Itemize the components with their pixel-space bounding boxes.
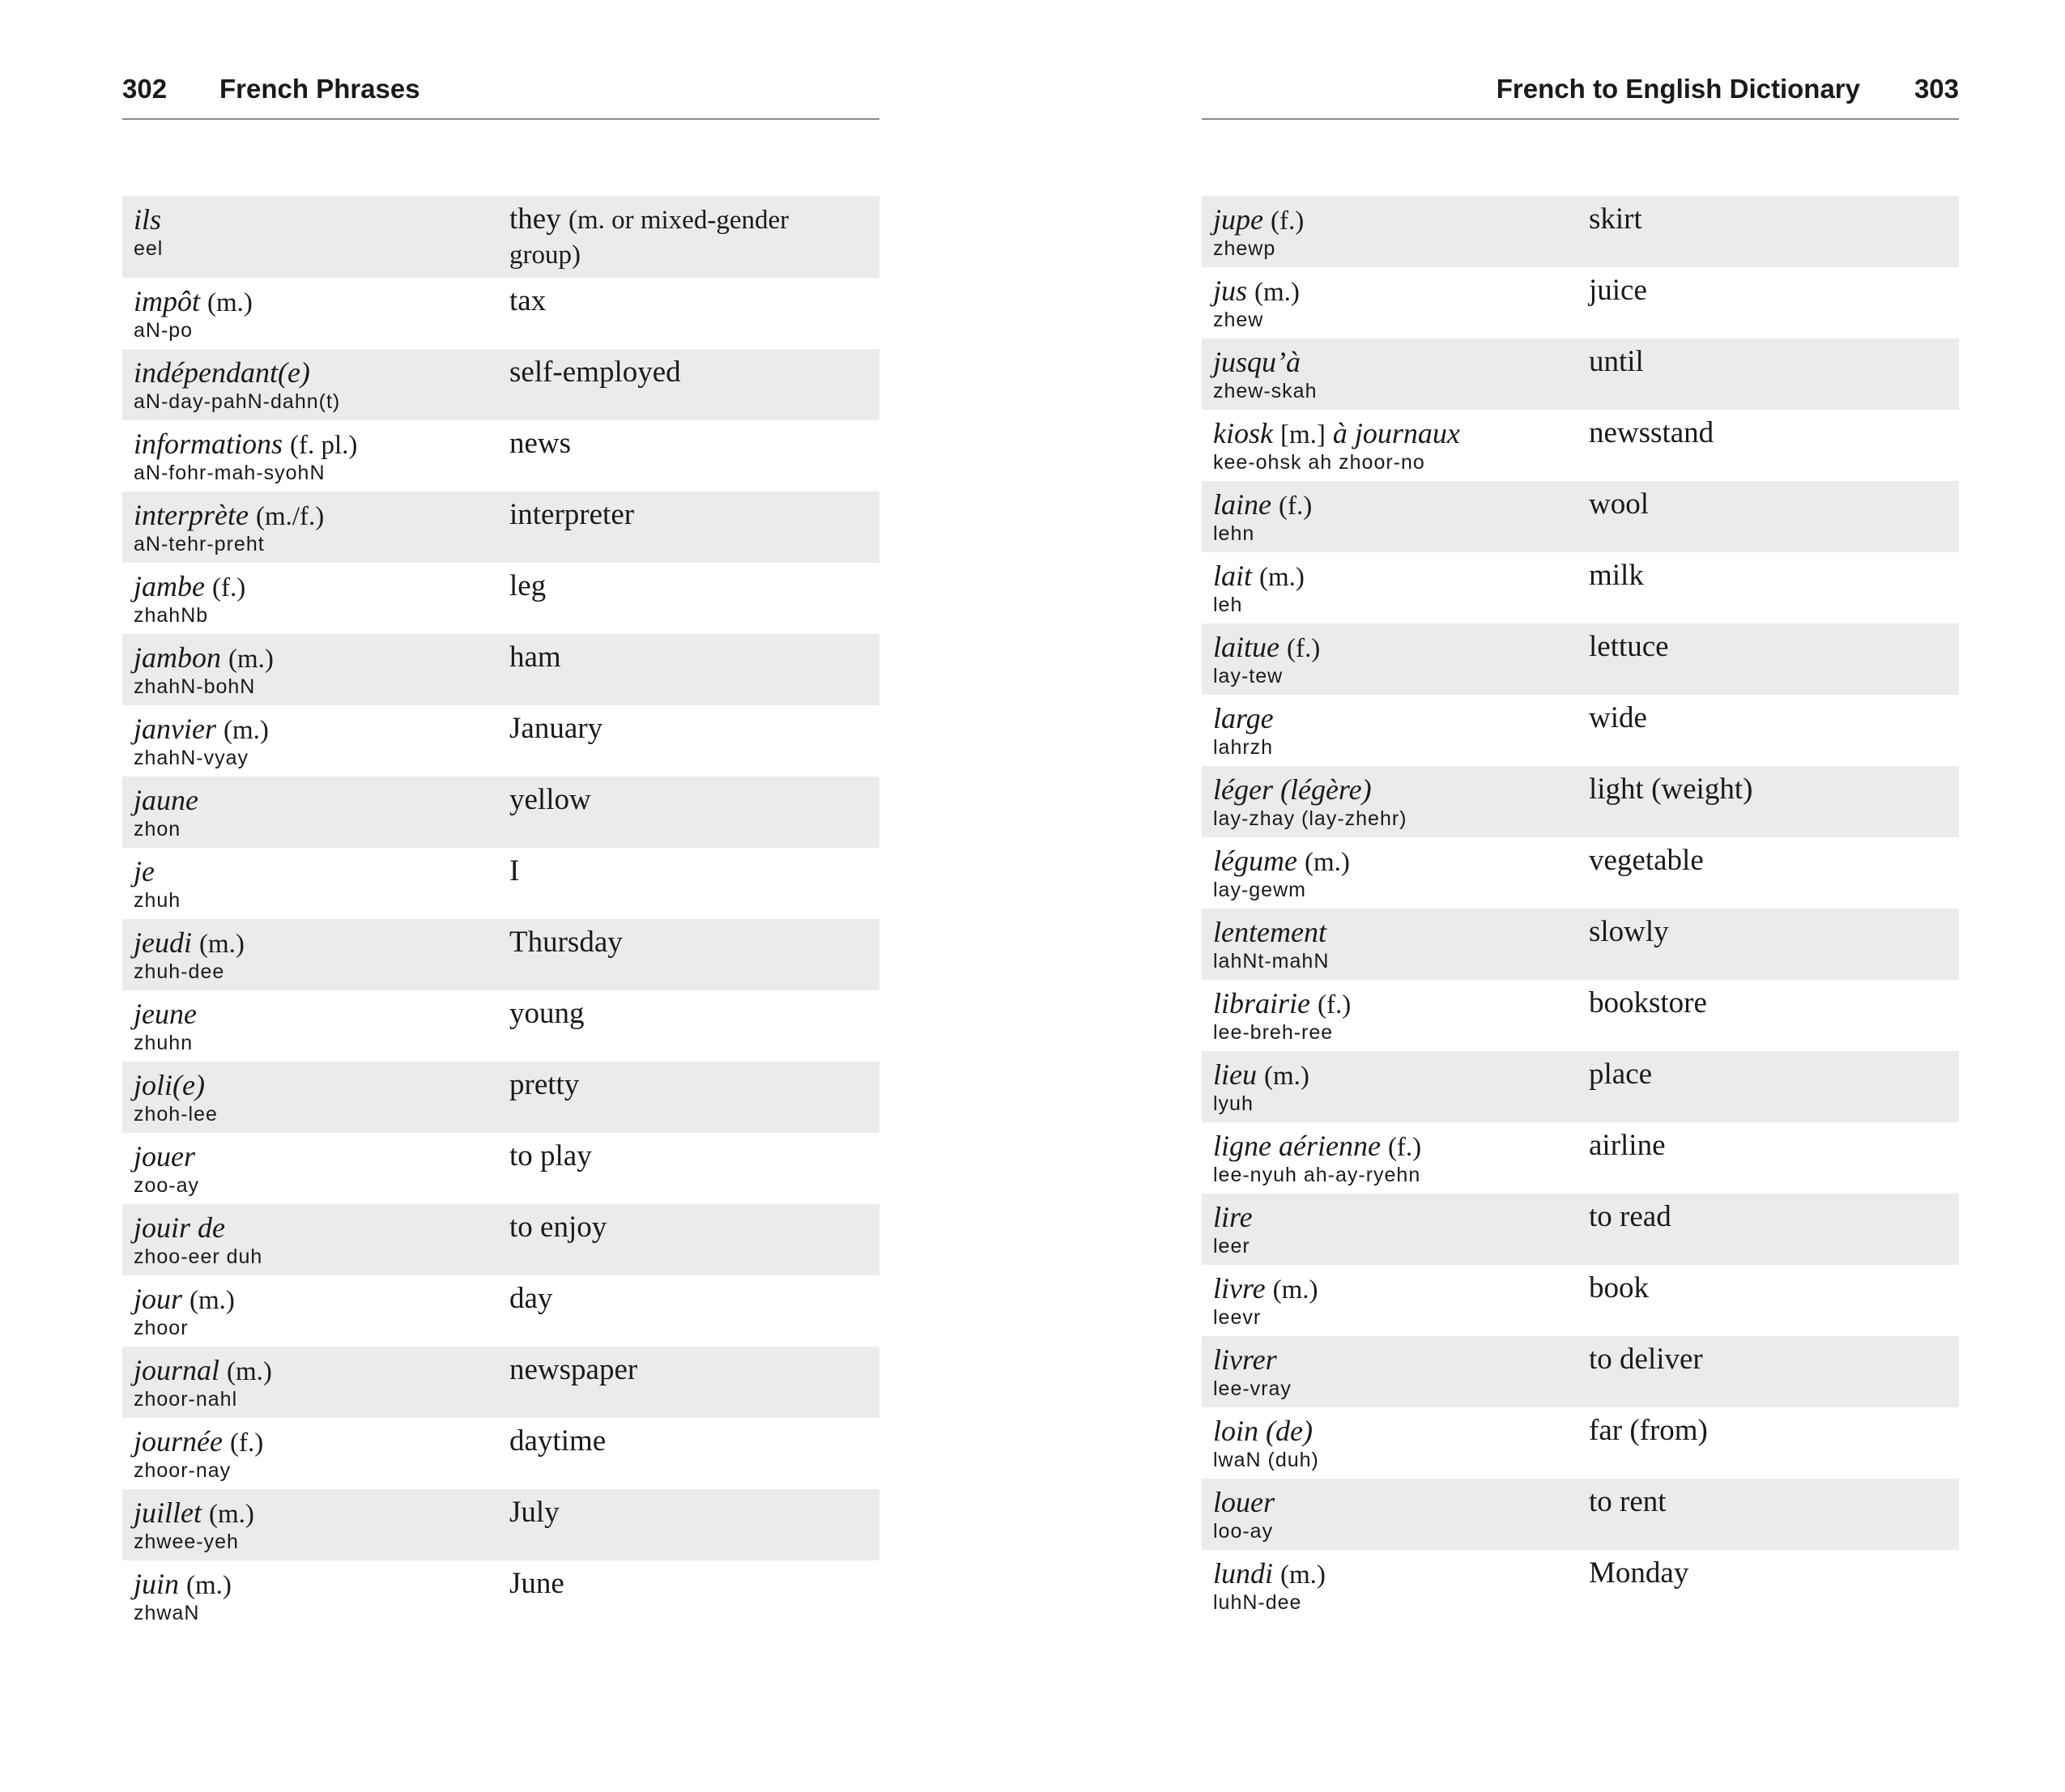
english-translation	[1589, 1414, 1945, 1448]
pronunciation: lee-vray	[1213, 1377, 1292, 1400]
french-term	[134, 997, 490, 1031]
grammar-note: (m.)	[207, 288, 253, 317]
english-translation	[509, 854, 866, 888]
headword: juin	[134, 1568, 180, 1600]
translation-text: they	[509, 202, 561, 236]
page-header-title: French to English Dictionary	[1496, 74, 1860, 104]
english-translation	[1589, 1129, 1945, 1163]
dictionary-entry	[122, 1489, 879, 1560]
english-translation	[509, 1139, 866, 1173]
french-term	[1213, 986, 1569, 1022]
dictionary-entry	[122, 990, 879, 1062]
headword: kiosk	[1213, 417, 1273, 449]
english-translation	[1589, 1058, 1945, 1092]
dictionary-entry	[1202, 1336, 1959, 1407]
english-translation	[1589, 1271, 1945, 1305]
grammar-note: (f.)	[229, 1428, 264, 1458]
dictionary-entry	[122, 278, 879, 349]
pronunciation: zhew	[1213, 309, 1264, 331]
french-term	[134, 498, 490, 534]
headword: lait	[1213, 560, 1253, 592]
headword: jambe	[134, 570, 205, 602]
headword: léger (légère)	[1213, 773, 1372, 806]
pronunciation: zhoo-eer duh	[134, 1245, 263, 1268]
translation-text: Monday	[1589, 1556, 1689, 1590]
french-term	[134, 569, 490, 605]
pronunciation: lahrzh	[1213, 736, 1274, 759]
dictionary-entry	[1202, 410, 1959, 481]
dictionary-entry	[122, 1560, 879, 1632]
headword: laitue	[1213, 631, 1279, 663]
headword: informations	[134, 428, 283, 460]
dictionary-entry	[1202, 1194, 1959, 1265]
grammar-note: (m.)	[198, 930, 245, 959]
dictionary-entry	[1202, 481, 1959, 552]
french-term	[134, 1139, 490, 1173]
french-term	[1213, 1414, 1569, 1448]
english-translation	[1589, 416, 1945, 450]
french-term	[1213, 630, 1569, 666]
dictionary-entry	[1202, 338, 1959, 410]
dictionary-entry	[1202, 837, 1959, 909]
headword: janvier	[134, 713, 216, 745]
headword: impôt	[134, 285, 201, 317]
pronunciation: lay-tew	[1213, 665, 1284, 687]
page-header-title: French Phrases	[219, 74, 420, 104]
english-translation	[1589, 559, 1945, 593]
pronunciation: zhewp	[1213, 237, 1276, 260]
french-term	[134, 854, 490, 888]
translation-text: vegetable	[1589, 844, 1704, 877]
french-term	[134, 427, 490, 462]
english-translation	[1589, 773, 1945, 807]
headword: livre	[1213, 1272, 1266, 1305]
pronunciation: zhoor	[134, 1317, 189, 1339]
dictionary-entry	[1202, 552, 1959, 624]
french-term	[1213, 345, 1569, 379]
translation-text: tax	[509, 284, 547, 317]
english-translation	[509, 427, 866, 461]
pronunciation: lyuh	[1213, 1092, 1254, 1115]
grammar-note: (m.)	[1280, 1560, 1326, 1590]
french-term	[134, 1424, 490, 1460]
headword: lire	[1213, 1201, 1253, 1233]
english-translation	[509, 641, 866, 675]
translation-text: to enjoy	[509, 1211, 607, 1244]
headword: large	[1213, 702, 1274, 734]
headword: jus	[1213, 275, 1248, 307]
dictionary-entry	[1202, 909, 1959, 980]
pronunciation: zhuh	[134, 889, 181, 912]
headword: juillet	[134, 1496, 202, 1529]
translation-text: January	[509, 712, 603, 745]
dictionary-entry	[1202, 766, 1959, 837]
english-translation	[509, 202, 866, 272]
headword: jupe	[1213, 203, 1263, 236]
french-term	[134, 1068, 490, 1102]
english-translation	[1589, 1556, 1945, 1590]
dictionary-entry	[122, 1204, 879, 1275]
pronunciation: loo-ay	[1213, 1520, 1274, 1543]
headword: légume	[1213, 845, 1297, 877]
french-term	[1213, 487, 1569, 523]
french-term	[1213, 773, 1569, 807]
translation-text: light (weight)	[1589, 773, 1753, 806]
french-term	[134, 641, 490, 676]
french-term	[134, 1496, 490, 1531]
headword: joli(e)	[134, 1069, 205, 1101]
dictionary-entry	[122, 919, 879, 990]
translation-text: June	[509, 1567, 564, 1600]
english-translation	[1589, 487, 1945, 521]
headword: jambon	[134, 641, 221, 674]
dictionary-entry	[122, 1133, 879, 1204]
english-translation	[509, 498, 866, 532]
headword: jouir de	[134, 1211, 225, 1244]
pronunciation: zhoor-nahl	[134, 1388, 238, 1411]
running-head	[1202, 70, 1959, 120]
grammar-note: (m.)	[189, 1286, 235, 1315]
french-term	[134, 284, 490, 320]
pronunciation: leevr	[1213, 1306, 1262, 1329]
english-translation	[1589, 274, 1945, 308]
running-head	[122, 70, 879, 120]
english-translation	[1589, 202, 1945, 236]
dictionary-entry	[122, 1418, 879, 1489]
pronunciation: zhahNb	[134, 604, 209, 627]
translation-text: wide	[1589, 701, 1647, 734]
dictionary-entry	[1202, 1122, 1959, 1194]
dictionary-entry	[122, 1347, 879, 1418]
dictionary-table	[122, 196, 879, 1632]
dictionary-table	[1202, 196, 1959, 1621]
french-term	[1213, 202, 1569, 238]
french-term	[1213, 416, 1569, 452]
french-term	[134, 355, 490, 389]
english-translation	[509, 284, 866, 318]
pronunciation: zhuhn	[134, 1032, 194, 1054]
english-translation	[509, 997, 866, 1031]
french-term	[1213, 1129, 1569, 1164]
translation-text: newsstand	[1589, 416, 1714, 449]
french-term	[134, 783, 490, 817]
translation-text: leg	[509, 569, 547, 602]
french-term	[134, 926, 490, 961]
pronunciation: leh	[1213, 594, 1243, 616]
translation-text: milk	[1589, 559, 1644, 592]
headword: journée	[134, 1425, 223, 1458]
dictionary-entry	[1202, 1265, 1959, 1336]
french-term	[1213, 559, 1569, 594]
translation-text: airline	[1589, 1129, 1666, 1162]
english-translation	[1589, 1200, 1945, 1234]
pronunciation: lay-zhay (lay-zhehr)	[1213, 807, 1407, 830]
headword-continuation: à journaux	[1332, 417, 1460, 449]
french-term	[134, 1353, 490, 1389]
french-term	[1213, 1556, 1569, 1592]
dictionary-entry	[122, 349, 879, 420]
english-translation	[509, 569, 866, 603]
translation-text: July	[509, 1496, 560, 1529]
english-translation	[509, 712, 866, 746]
grammar-note: (f. pl.)	[290, 431, 358, 460]
english-translation	[509, 1068, 866, 1102]
grammar-note: (m.)	[1254, 278, 1300, 307]
translation-text: to read	[1589, 1200, 1671, 1233]
french-term	[1213, 1485, 1569, 1519]
dictionary-entry	[122, 634, 879, 705]
dictionary-entry	[122, 1275, 879, 1347]
translation-text: juice	[1589, 274, 1647, 307]
headword: laine	[1213, 488, 1271, 521]
pronunciation: aN-day-pahN-dahn(t)	[134, 390, 341, 413]
dictionary-entry	[122, 705, 879, 777]
english-translation	[1589, 701, 1945, 735]
translation-text: yellow	[509, 783, 591, 816]
dictionary-entry	[1202, 267, 1959, 338]
english-translation	[509, 783, 866, 817]
translation-text: place	[1589, 1058, 1653, 1091]
pronunciation: aN-fohr-mah-syohN	[134, 462, 326, 484]
french-term	[1213, 701, 1569, 735]
english-translation	[509, 1567, 866, 1601]
headword: jouer	[134, 1140, 195, 1173]
english-translation	[509, 1211, 866, 1245]
translation-text: young	[509, 997, 585, 1030]
headword: journal	[134, 1354, 220, 1386]
headword: interprète	[134, 499, 249, 531]
pronunciation: zhoor-nay	[134, 1459, 232, 1482]
translation-note: (m. or mixed-gender group)	[509, 206, 790, 270]
dictionary-entry	[1202, 1051, 1959, 1122]
english-translation	[1589, 630, 1945, 664]
translation-text: book	[1589, 1271, 1649, 1305]
english-translation	[509, 355, 866, 389]
grammar-note: (m.)	[1272, 1275, 1318, 1305]
headword: lieu	[1213, 1058, 1257, 1091]
translation-text: day	[509, 1282, 553, 1315]
grammar-note: (m.)	[227, 1357, 272, 1386]
translation-text: news	[509, 427, 572, 460]
translation-text: Thursday	[509, 926, 623, 959]
pronunciation: kee-ohsk ah zhoor-no	[1213, 451, 1425, 474]
pronunciation: lee-breh-ree	[1213, 1021, 1334, 1044]
grammar-note: (m.)	[209, 1500, 254, 1529]
headword: loin (de)	[1213, 1415, 1313, 1447]
dictionary-entry	[122, 777, 879, 848]
page-number: 302	[122, 74, 168, 104]
french-term	[1213, 1343, 1569, 1377]
translation-text: bookstore	[1589, 986, 1707, 1019]
grammar-note: (m.)	[186, 1571, 232, 1600]
translation-text: to rent	[1589, 1485, 1667, 1518]
french-term	[1213, 1058, 1569, 1093]
pronunciation: leer	[1213, 1235, 1250, 1258]
grammar-note: (f.)	[1286, 634, 1321, 663]
dictionary-entry	[1202, 1479, 1959, 1550]
pronunciation: zhwaN	[134, 1602, 200, 1624]
headword: je	[134, 855, 155, 887]
headword: louer	[1213, 1486, 1275, 1518]
headword: jusqu’à	[1213, 346, 1301, 378]
grammar-note: (m.)	[1304, 848, 1350, 877]
grammar-note: (m./f.)	[255, 502, 325, 531]
translation-text: interpreter	[509, 498, 635, 531]
english-translation	[1589, 1343, 1945, 1377]
headword: jeune	[134, 998, 197, 1030]
headword: lentement	[1213, 916, 1326, 948]
headword: livrer	[1213, 1343, 1277, 1376]
french-term	[1213, 915, 1569, 949]
english-translation	[509, 1496, 866, 1530]
headword: ligne aérienne	[1213, 1130, 1381, 1162]
french-term	[134, 1282, 490, 1317]
headword: librairie	[1213, 987, 1311, 1019]
grammar-note: (f.)	[1278, 492, 1313, 521]
english-translation	[1589, 844, 1945, 878]
translation-text: self-employed	[509, 355, 681, 389]
translation-text: slowly	[1589, 915, 1669, 948]
dictionary-entry	[1202, 624, 1959, 695]
pronunciation: lay-gewm	[1213, 879, 1306, 901]
dictionary-entry	[122, 492, 879, 563]
grammar-note: (m.)	[1263, 1062, 1309, 1091]
translation-text: I	[509, 854, 520, 887]
grammar-note: (m.)	[223, 716, 269, 745]
pronunciation: lahNt-mahN	[1213, 950, 1330, 973]
dictionary-entry	[122, 420, 879, 492]
dictionary-entry	[122, 563, 879, 634]
pronunciation: lwaN (duh)	[1213, 1449, 1319, 1471]
pronunciation: eel	[134, 237, 164, 260]
headword: lundi	[1213, 1557, 1274, 1590]
pronunciation: zhon	[134, 818, 181, 841]
translation-text: to play	[509, 1139, 592, 1173]
pronunciation: lehn	[1213, 522, 1255, 545]
translation-text: pretty	[509, 1068, 580, 1101]
translation-text: far (from)	[1589, 1414, 1708, 1447]
pronunciation: lee-nyuh ah-ay-ryehn	[1213, 1164, 1421, 1186]
pronunciation: zhwee-yeh	[134, 1530, 239, 1553]
translation-text: daytime	[509, 1424, 607, 1458]
dictionary-entry	[1202, 980, 1959, 1051]
pronunciation: zhuh-dee	[134, 960, 225, 983]
english-translation	[509, 1282, 866, 1316]
dictionary-entry	[1202, 1407, 1959, 1479]
french-term	[134, 712, 490, 747]
headword: jaune	[134, 784, 198, 816]
translation-text: to deliver	[1589, 1343, 1703, 1376]
english-translation	[509, 1353, 866, 1387]
english-translation	[509, 926, 866, 960]
headword: jour	[134, 1283, 183, 1315]
english-translation	[1589, 1485, 1945, 1519]
headword: indépendant(e)	[134, 356, 310, 389]
pronunciation: zoo-ay	[134, 1174, 200, 1197]
grammar-note: [m.]	[1279, 420, 1326, 449]
dictionary-entry	[122, 848, 879, 919]
pronunciation: zhahN-bohN	[134, 675, 256, 698]
dictionary-entry	[1202, 695, 1959, 766]
grammar-note: (f.)	[1387, 1133, 1422, 1162]
english-translation	[1589, 345, 1945, 379]
page-number: 303	[1914, 74, 1959, 104]
french-term	[134, 1567, 490, 1603]
pronunciation: luhN-dee	[1213, 1591, 1302, 1614]
grammar-note: (m.)	[228, 645, 274, 674]
french-term	[1213, 1200, 1569, 1234]
translation-text: skirt	[1589, 202, 1642, 236]
english-translation	[1589, 915, 1945, 949]
dictionary-entry	[122, 1062, 879, 1133]
pronunciation: zhahN-vyay	[134, 747, 249, 769]
dictionary-entry	[1202, 1550, 1959, 1621]
pronunciation: zhoh-lee	[134, 1103, 218, 1126]
translation-text: lettuce	[1589, 630, 1669, 663]
grammar-note: (f.)	[1270, 206, 1305, 236]
english-translation	[509, 1424, 866, 1458]
pronunciation: aN-po	[134, 319, 194, 342]
french-term	[134, 1211, 490, 1245]
translation-text: ham	[509, 641, 561, 674]
dictionary-entry	[1202, 196, 1959, 267]
grammar-note: (f.)	[1318, 990, 1352, 1019]
translation-text: newspaper	[509, 1353, 638, 1386]
translation-text: wool	[1589, 487, 1649, 521]
grammar-note: (m.)	[1259, 563, 1305, 592]
grammar-note: (f.)	[211, 573, 246, 602]
pronunciation: aN-tehr-preht	[134, 533, 265, 555]
pronunciation: zhew-skah	[1213, 380, 1318, 402]
dictionary-entry	[122, 196, 879, 278]
english-translation	[1589, 986, 1945, 1020]
french-term	[134, 202, 490, 236]
translation-text: until	[1589, 345, 1644, 378]
french-term	[1213, 1271, 1569, 1307]
headword: ils	[134, 203, 162, 236]
french-term	[1213, 274, 1569, 309]
headword: jeudi	[134, 926, 192, 959]
french-term	[1213, 844, 1569, 879]
